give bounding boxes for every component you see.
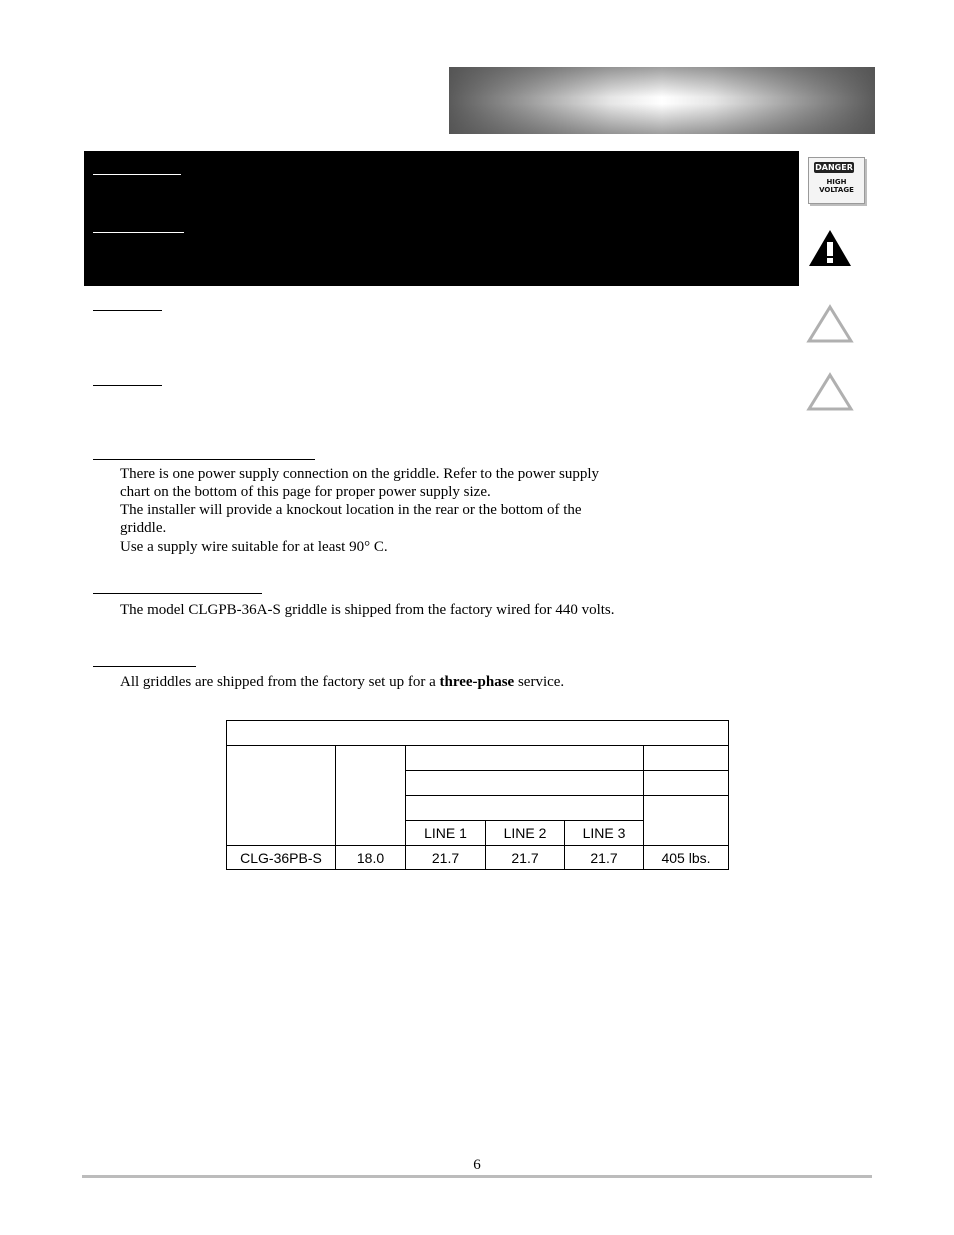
line2-header: LINE 2 [485,820,565,846]
power-supply-heading-underline [93,459,315,460]
kw-header-cell [335,745,406,846]
danger-heading-underline [93,174,181,175]
power-supply-text-line1: There is one power supply connection on the griddle. Refer to the power supply [120,466,600,482]
table-title-cell [226,720,729,746]
phase-text-bold: three-phase [439,674,515,690]
kw-value-cell: 18.0 [335,845,406,870]
caution-heading-underline-2 [93,385,162,386]
danger-warning-box [84,151,799,286]
warning-exclamation-icon [807,228,853,268]
line1-value-cell: 21.7 [405,845,486,870]
caution-triangle-icon-2 [806,372,854,412]
line3-header: LINE 3 [564,820,644,846]
line1-header: LINE 1 [405,820,486,846]
power-supply-text-line4: griddle. [120,520,167,536]
page-number: 6 [473,1157,481,1173]
amps-header-cell-2 [405,770,644,796]
danger-text-line2: VOLTAGE [819,186,854,194]
header-banner [449,67,875,134]
phase-text [120,673,564,691]
danger-tag-text [809,178,864,194]
weight-value-cell: 405 lbs. [643,845,729,870]
voltage-heading-underline [93,593,262,594]
line2-value-cell: 21.7 [485,845,565,870]
warning-heading-underline [93,232,184,233]
power-supply-text-line5: Use a supply wire suitable for at least 90° C. [120,539,388,555]
weight-header-cell-1 [643,745,729,771]
phase-text-suffix: service. [514,674,565,690]
line3-value-cell: 21.7 [564,845,644,870]
phase-heading-underline [93,666,196,667]
footer-rule [82,1175,872,1178]
power-supply-text-line2: chart on the bottom of this page for proper power supply size. [120,484,491,500]
danger-tag-label: DANGER [815,163,853,172]
model-header-cell [226,745,336,846]
caution-triangle-icon [806,304,854,344]
phase-text-prefix: All griddles are shipped from the factory set up for a [120,674,440,690]
danger-text-line1: HIGH [826,178,847,186]
danger-high-voltage-icon [808,157,865,204]
model-value-cell: CLG-36PB-S [226,845,336,870]
amps-header-cell-1 [405,745,644,771]
voltage-text: The model CLGPB-36A-S griddle is shipped from the factory wired for 440 volts. [120,602,615,618]
power-supply-text-line3: The installer will provide a knockout location in the rear or the bottom of the [120,502,582,518]
weight-header-cell-2 [643,770,729,796]
weight-header-cell-3 [643,795,729,846]
caution-heading-underline [93,310,162,311]
power-supply-table [226,720,729,870]
amps-header-cell-3 [405,795,644,821]
